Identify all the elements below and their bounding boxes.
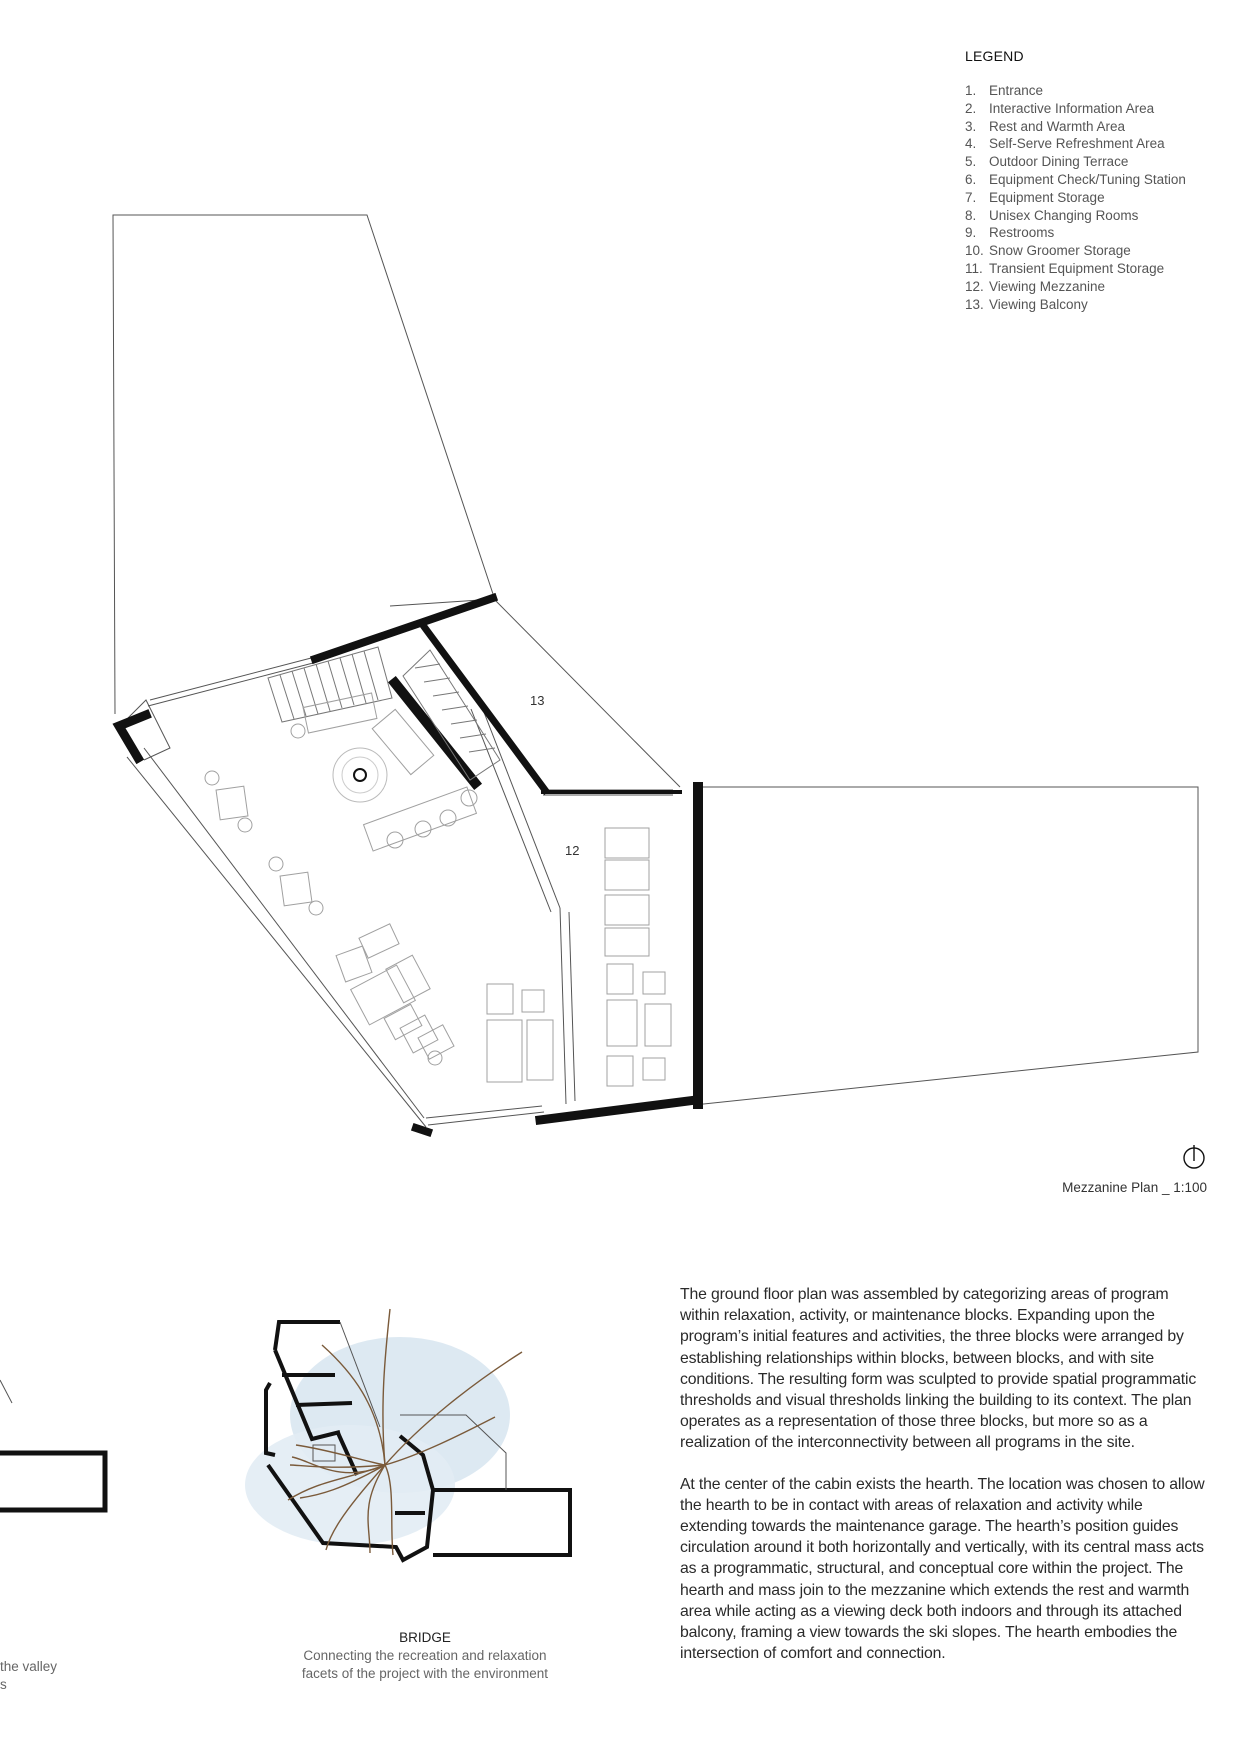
hearth (333, 748, 387, 802)
body-paragraph: At the center of the cabin exists the hearth. The location was chosen to allow the hearth to be in contact with areas of relaxation and activity while extending towards the maintenance garage. The hearth’s position guides circulation around it both horizontally and vertically, with its central mass acts as a programmatic, structural, and conceptual core within the project. The hearth and mass join to the mezzanine which extends the rest and warmth area while acting as a viewing deck both indoors and through its attached balcony, framing a view towards the ski slopes. The hearth embodies the intersection of comfort and connection. (680, 1475, 1205, 1663)
bridge-diagram (245, 1309, 570, 1560)
legend-item-label: Snow Groomer Storage (989, 243, 1131, 259)
legend-item-number: 7. (965, 189, 977, 205)
legend-item-label: Equipment Check/Tuning Station (989, 171, 1186, 187)
left-caption-line: the valley (0, 1659, 58, 1674)
legend-item-number: 4. (965, 136, 977, 152)
legend-item-label: Transient Equipment Storage (989, 260, 1165, 276)
legend-item-label: Viewing Mezzanine (989, 278, 1106, 294)
left-diagram-caption (0, 1658, 57, 1694)
legend-item-label: Self-Serve Refreshment Area (989, 136, 1165, 152)
legend-item-number: 10. (965, 243, 984, 259)
legend-item-label: Entrance (989, 83, 1044, 98)
plan-walls (119, 598, 698, 1132)
left-caption-line: s (0, 1677, 7, 1692)
legend-item-number: 13. (965, 296, 984, 312)
legend-item-number: 12. (965, 278, 984, 294)
furniture (205, 693, 671, 1086)
legend-item-number: 5. (965, 154, 977, 170)
bridge-description-line: Connecting the recreation and relaxation (303, 1648, 547, 1663)
view-glow-lower (245, 1425, 455, 1545)
legend-item-label: Rest and Warmth Area (989, 118, 1126, 134)
legend-item-label: Equipment Storage (989, 189, 1105, 205)
room-label-balcony: 13 (530, 693, 545, 708)
plan-outline (113, 215, 1198, 1127)
bridge-caption (270, 1630, 580, 1683)
stair-run-upper (268, 647, 392, 722)
legend-item-number: 3. (965, 118, 977, 134)
legend-item-number: 9. (965, 225, 977, 241)
body-paragraph: The ground floor plan was assembled by categorizing areas of program within relaxation, activity, or maintenance blocks. Expanding upon the program’s initial features and activities, the three blocks were arranged by establishing relationships within blocks, between blocks, and with site conditions. The resulting form was sculpted to provide spatial programmatic thresholds and visual thresholds linking the building to its context. The plan operates as a representation of those three blocks, but more so as a realization of the interconnectivity between all programs in the site. (680, 1286, 1197, 1452)
legend-item-label: Viewing Balcony (989, 296, 1088, 312)
plan-caption: Mezzanine Plan _ 1:100 (1062, 1180, 1207, 1195)
legend-item-number: 2. (965, 100, 977, 116)
legend-item-label: Outdoor Dining Terrace (989, 154, 1129, 170)
legend-item-number: 6. (965, 171, 977, 187)
room-label-mezzanine: 12 (565, 843, 580, 858)
concept-diagrams (0, 1285, 670, 1630)
legend-title: LEGEND (965, 48, 1024, 64)
legend-item-number: 1. (965, 83, 977, 98)
bridge-description-line: facets of the project with the environment (301, 1666, 549, 1681)
legend-item-number: 11. (965, 260, 983, 276)
north-arrow-icon (1181, 1144, 1207, 1170)
body-text (680, 1284, 1208, 1684)
legend-item-number: 8. (965, 207, 977, 223)
legend-item-label: Interactive Information Area (989, 100, 1155, 116)
left-diagram (0, 1380, 105, 1510)
legend-item-label: Unisex Changing Rooms (989, 207, 1139, 223)
bridge-title: BRIDGE (399, 1630, 451, 1645)
legend-item-label: Restrooms (989, 225, 1055, 241)
